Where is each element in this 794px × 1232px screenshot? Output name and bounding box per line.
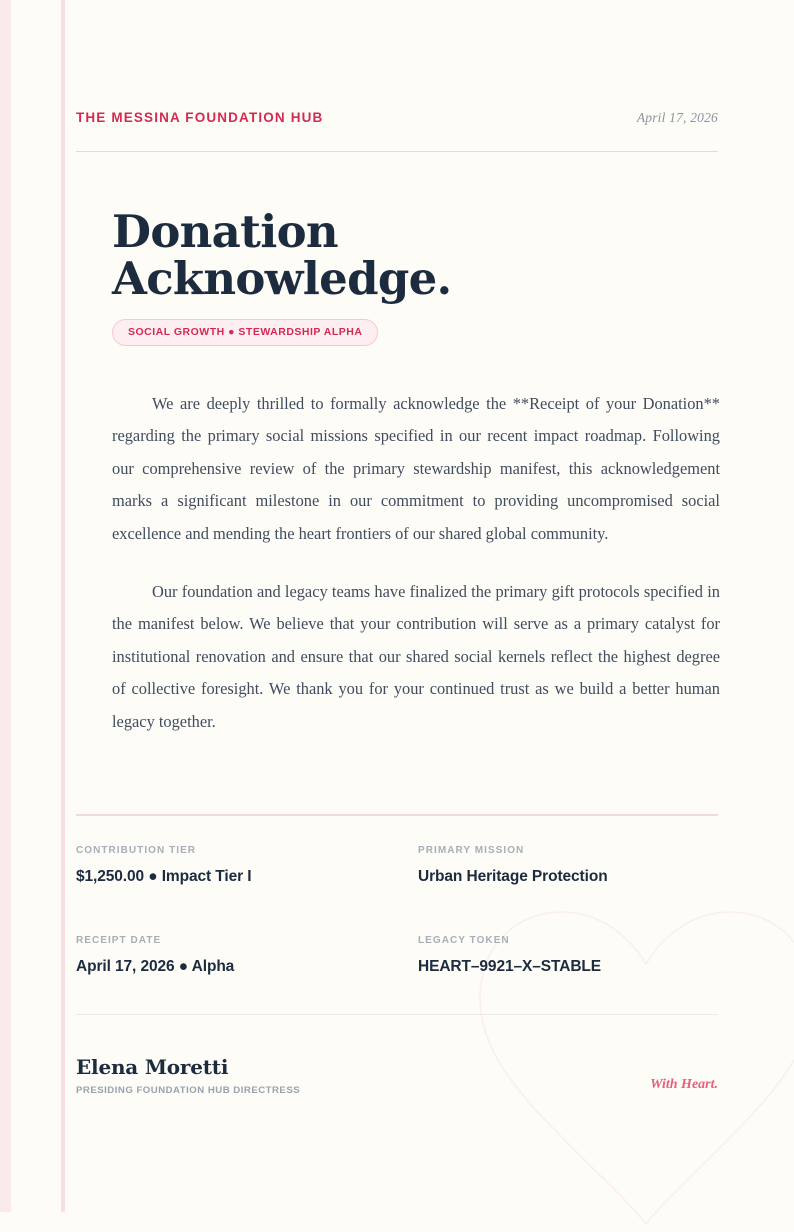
meta-field-receipt-date: [76, 935, 418, 976]
page-title: [112, 205, 718, 305]
signer-name: Elena Moretti: [76, 1055, 229, 1079]
meta-field-contribution-tier: [76, 845, 418, 886]
body-copy: [112, 388, 720, 738]
signer: [76, 1055, 300, 1096]
meta-divider: [76, 814, 718, 816]
body-paragraph-1: We are deeply thrilled to formally acknowledge the **Receipt of your Donation** regarding the primary social missions specified in our recent impact roadmap. Following our comprehensive review of the primary stewardship manifest, this acknowledgement marks a significant milestone in our commitment to providing uncompromised social excellence and mending the heart frontiers of our shared global community.: [112, 394, 720, 543]
issue-date: April 17, 2026: [636, 110, 718, 125]
meta-label-legacy-token: LEGACY TOKEN: [418, 935, 510, 946]
meta-value-receipt-date: April 17, 2026 ● Alpha: [76, 958, 235, 975]
masthead: [76, 110, 718, 126]
meta-label-contribution-tier: CONTRIBUTION TIER: [76, 845, 197, 856]
signature-divider: [76, 1014, 718, 1015]
signer-role: PRESIDING FOUNDATION HUB DIRECTRESS: [76, 1085, 301, 1096]
status-badge: SOCIAL GROWTH ● STEWARDSHIP ALPHA: [112, 319, 378, 346]
signature-block: [76, 1055, 718, 1096]
meta-label-primary-mission: PRIMARY MISSION: [418, 845, 525, 856]
meta-value-primary-mission: Urban Heritage Protection: [418, 868, 608, 885]
left-margin-rule: [61, 0, 65, 1212]
title-block: [112, 205, 718, 346]
meta-field-legacy-token: [418, 935, 718, 976]
meta-value-legacy-token: HEART–9921–X–STABLE: [418, 958, 602, 975]
meta-grid: [76, 845, 718, 976]
meta-field-primary-mission: [418, 845, 718, 886]
meta-value-contribution-tier: $1,250.00 ● Impact Tier I: [76, 868, 252, 885]
title-line-1: Donation: [112, 205, 338, 258]
title-line-2: Acknowledge.: [112, 252, 452, 305]
document-page: [76, 0, 718, 1212]
brand-title: THE MESSINA FOUNDATION HUB: [76, 110, 324, 125]
left-edge-band: [0, 0, 11, 1212]
body-paragraph-2: Our foundation and legacy teams have finalized the primary gift protocols specified in the manifest below. We believe that your contribution will serve as a primary catalyst for institutional renovation and ensure that our shared social kernels reflect the highest degree of collective foresight. We thank you for your continued trust as we build a better human legacy together.: [112, 582, 720, 731]
meta-label-receipt-date: RECEIPT DATE: [76, 935, 162, 946]
closing-remark: With Heart.: [650, 1077, 718, 1092]
header-divider: [76, 151, 718, 152]
